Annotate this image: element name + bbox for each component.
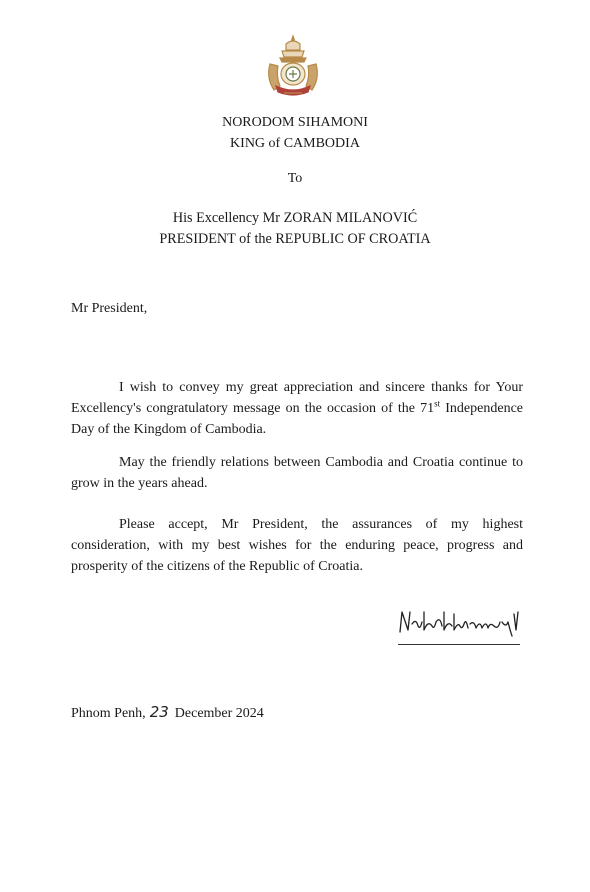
paragraph-assurances: Please accept, Mr President, the assurances of my highest consideration, with my best wishes for the enduring peace, progress and prosperity of the citizens of the Republic of Croatia. xyxy=(71,517,523,574)
handwritten-signature xyxy=(396,600,528,646)
closing-month-year: December 2024 xyxy=(174,706,264,721)
closing-place: Phnom Penh, xyxy=(71,706,146,721)
paragraph1-text-b: Independence Day of the Kingdom of Cambodia. xyxy=(71,401,524,437)
recipient-name: ZORAN MILANOVIĆ xyxy=(283,210,418,226)
paragraph1-text-a: I wish to convey my great appreciation and sincere thanks for Your Excellency's congratulatory message on the occasion of the 71 xyxy=(71,380,523,416)
recipient-name-line xyxy=(0,208,590,229)
sender-block xyxy=(0,112,590,154)
closing-day: 23 xyxy=(149,703,169,721)
paragraph-relations: May the friendly relations between Cambodia and Croatia continue to grow in the years ahead. xyxy=(71,455,523,491)
sender-title: KING of CAMBODIA xyxy=(230,136,360,151)
royal-coat-of-arms-icon xyxy=(262,34,324,100)
signature-underline xyxy=(398,644,520,645)
recipient-title: PRESIDENT of the REPUBLIC OF CROATIA xyxy=(159,231,431,247)
salutation: Mr President, xyxy=(71,301,148,316)
sender-name: NORODOM SIHAMONI xyxy=(222,115,368,130)
ordinal-suffix: st xyxy=(434,398,441,409)
recipient-prefix: His Excellency Mr xyxy=(172,210,284,226)
closing-line xyxy=(71,703,264,722)
recipient-block xyxy=(0,208,590,250)
to-label: To xyxy=(287,171,303,186)
paragraph-appreciation xyxy=(71,377,523,440)
